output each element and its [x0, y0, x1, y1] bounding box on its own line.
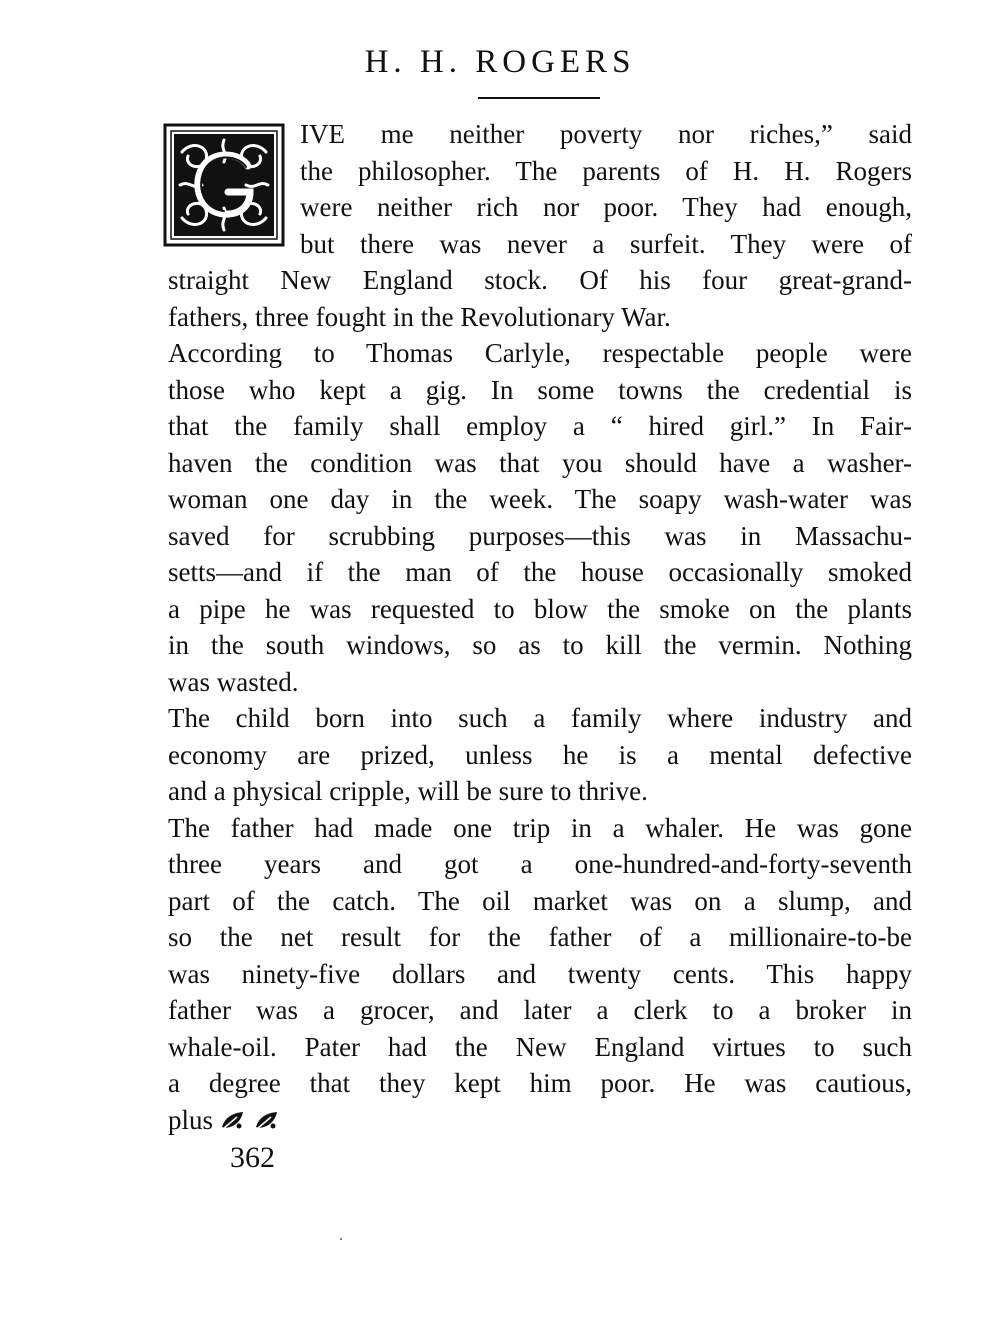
text-line: a degree that they kept him poor. He was cautious, [168, 1068, 912, 1098]
text-line: three years and got a one-hundred-and-forty-seventh [168, 849, 912, 879]
text-line: those who kept a gig. In some towns the credential is [168, 374, 912, 405]
text-line: According to Thomas Carlyle, respectable people were [168, 338, 912, 368]
text-line: economy are prized, unless he is a mental defective [168, 739, 912, 770]
text-line: haven the condition was that you should have a washer- [168, 447, 912, 478]
text-line: straight New England stock. Of his four great-grand- [168, 265, 912, 295]
ink-speck [340, 1238, 342, 1240]
running-head: H. H. ROGERS [364, 44, 636, 80]
text-line: but there was never a surfeit. They were of [300, 228, 912, 259]
body-text [168, 116, 912, 1138]
text-line: saved for scrubbing purposes—this was in Massachu- [168, 520, 912, 551]
text-line: were neither rich nor poor. They had enough, [300, 192, 912, 222]
text-line: so the net result for the father of a millionaire-to-be [168, 922, 912, 952]
text-line: the philosopher. The parents of H. H. Rogers [300, 155, 912, 186]
text-line: fathers, three fought in the Revolutionary War. [168, 301, 671, 332]
page-number: 362 [230, 1141, 275, 1174]
leaf-ornament-icon [219, 1109, 247, 1131]
text-line: that the family shall employ a “ hired girl.” In Fair- [168, 411, 912, 441]
text-line: was ninety-five dollars and twenty cents. This happy [168, 958, 912, 989]
text-line: whale-oil. Pater had the New England virtues to such [168, 1031, 912, 1062]
text-line: The father had made one trip in a whaler. He was gone [168, 812, 912, 843]
leaf-ornament-icon [253, 1109, 281, 1131]
closing-word: plus [168, 1104, 214, 1135]
head-rule [478, 97, 600, 99]
text-line: The child born into such a family where industry and [168, 703, 912, 733]
text-line: was wasted. [168, 666, 299, 697]
text-line: and a physical cripple, will be sure to thrive. [168, 776, 648, 806]
text-line: father was a grocer, and later a clerk to a broker in [168, 995, 912, 1025]
text-line: a pipe he was requested to blow the smoke on the plants [168, 593, 912, 624]
text-line: setts—and if the man of the house occasionally smoked [168, 557, 912, 587]
text-line: part of the catch. The oil market was on a slump, and [168, 885, 912, 916]
text-line: woman one day in the week. The soapy wash-water was [168, 484, 912, 514]
closing-line [168, 1102, 912, 1139]
text-line: in the south windows, so as to kill the vermin. Nothing [168, 630, 912, 660]
text-line: IVE me neither poverty nor riches,” said [300, 119, 912, 149]
